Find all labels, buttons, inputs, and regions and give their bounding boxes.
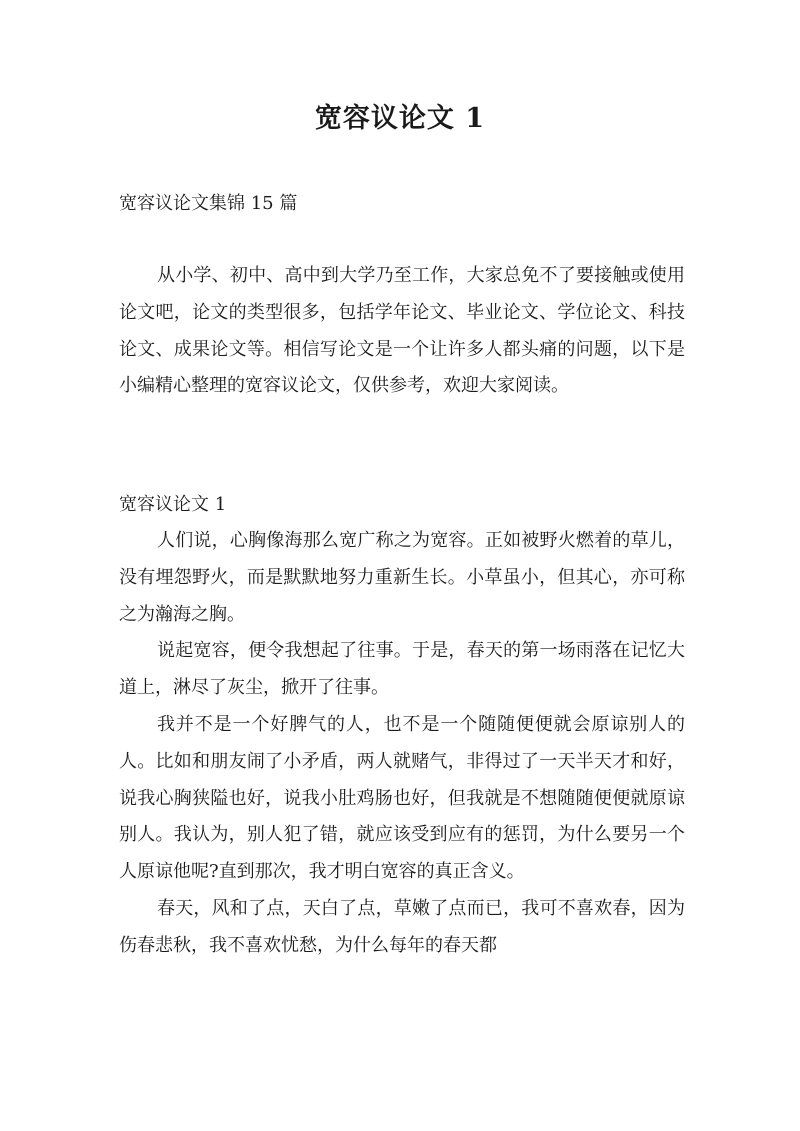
body-paragraph: 说起宽容，便令我想起了往事。于是，春天的第一场雨落在记忆大道上，淋尽了灰尘，掀开了往事。	[119, 640, 685, 699]
section-heading: 宽容议论文 1	[119, 494, 227, 515]
intro-paragraph: 从小学、初中、高中到大学乃至工作，大家总免不了要接触或使用论文吧，论文的类型很多，包括学年论文、毕业论文、学位论文、科技论文、成果论文等。相信写论文是一个让许多人都头痛的问题，以下是小编精心整理的宽容议论文，仅供参考，欢迎大家阅读。	[119, 265, 685, 397]
page-title: 宽容议论文 1	[314, 103, 486, 134]
body-paragraph: 春天，风和了点，天白了点，草嫩了点而已，我可不喜欢春，因为伤春悲秋，我不喜欢忧愁，为什么每年的春天都	[119, 897, 685, 956]
document-subtitle: 宽容议论文集锦 15 篇	[119, 193, 298, 214]
body-paragraph: 我并不是一个好脾气的人，也不是一个随随便便就会原谅别人的人。比如和朋友闹了小矛盾，两人就赌气，非得过了一天半天才和好，说我心胸狭隘也好，说我小肚鸡肠也好，但我就是不想随随便便就原谅别人。我认为，别人犯了错，就应该受到应有的惩罚，为什么要另一个人原谅他呢?直到那次，我才明白宽容的真正含义。	[119, 713, 685, 883]
essay-body	[119, 523, 685, 965]
body-paragraph: 人们说，心胸像海那么宽广称之为宽容。正如被野火燃着的草儿，没有埋怨野火，而是默默地努力重新生长。小草虽小，但其心，亦可称之为瀚海之胸。	[119, 530, 685, 625]
